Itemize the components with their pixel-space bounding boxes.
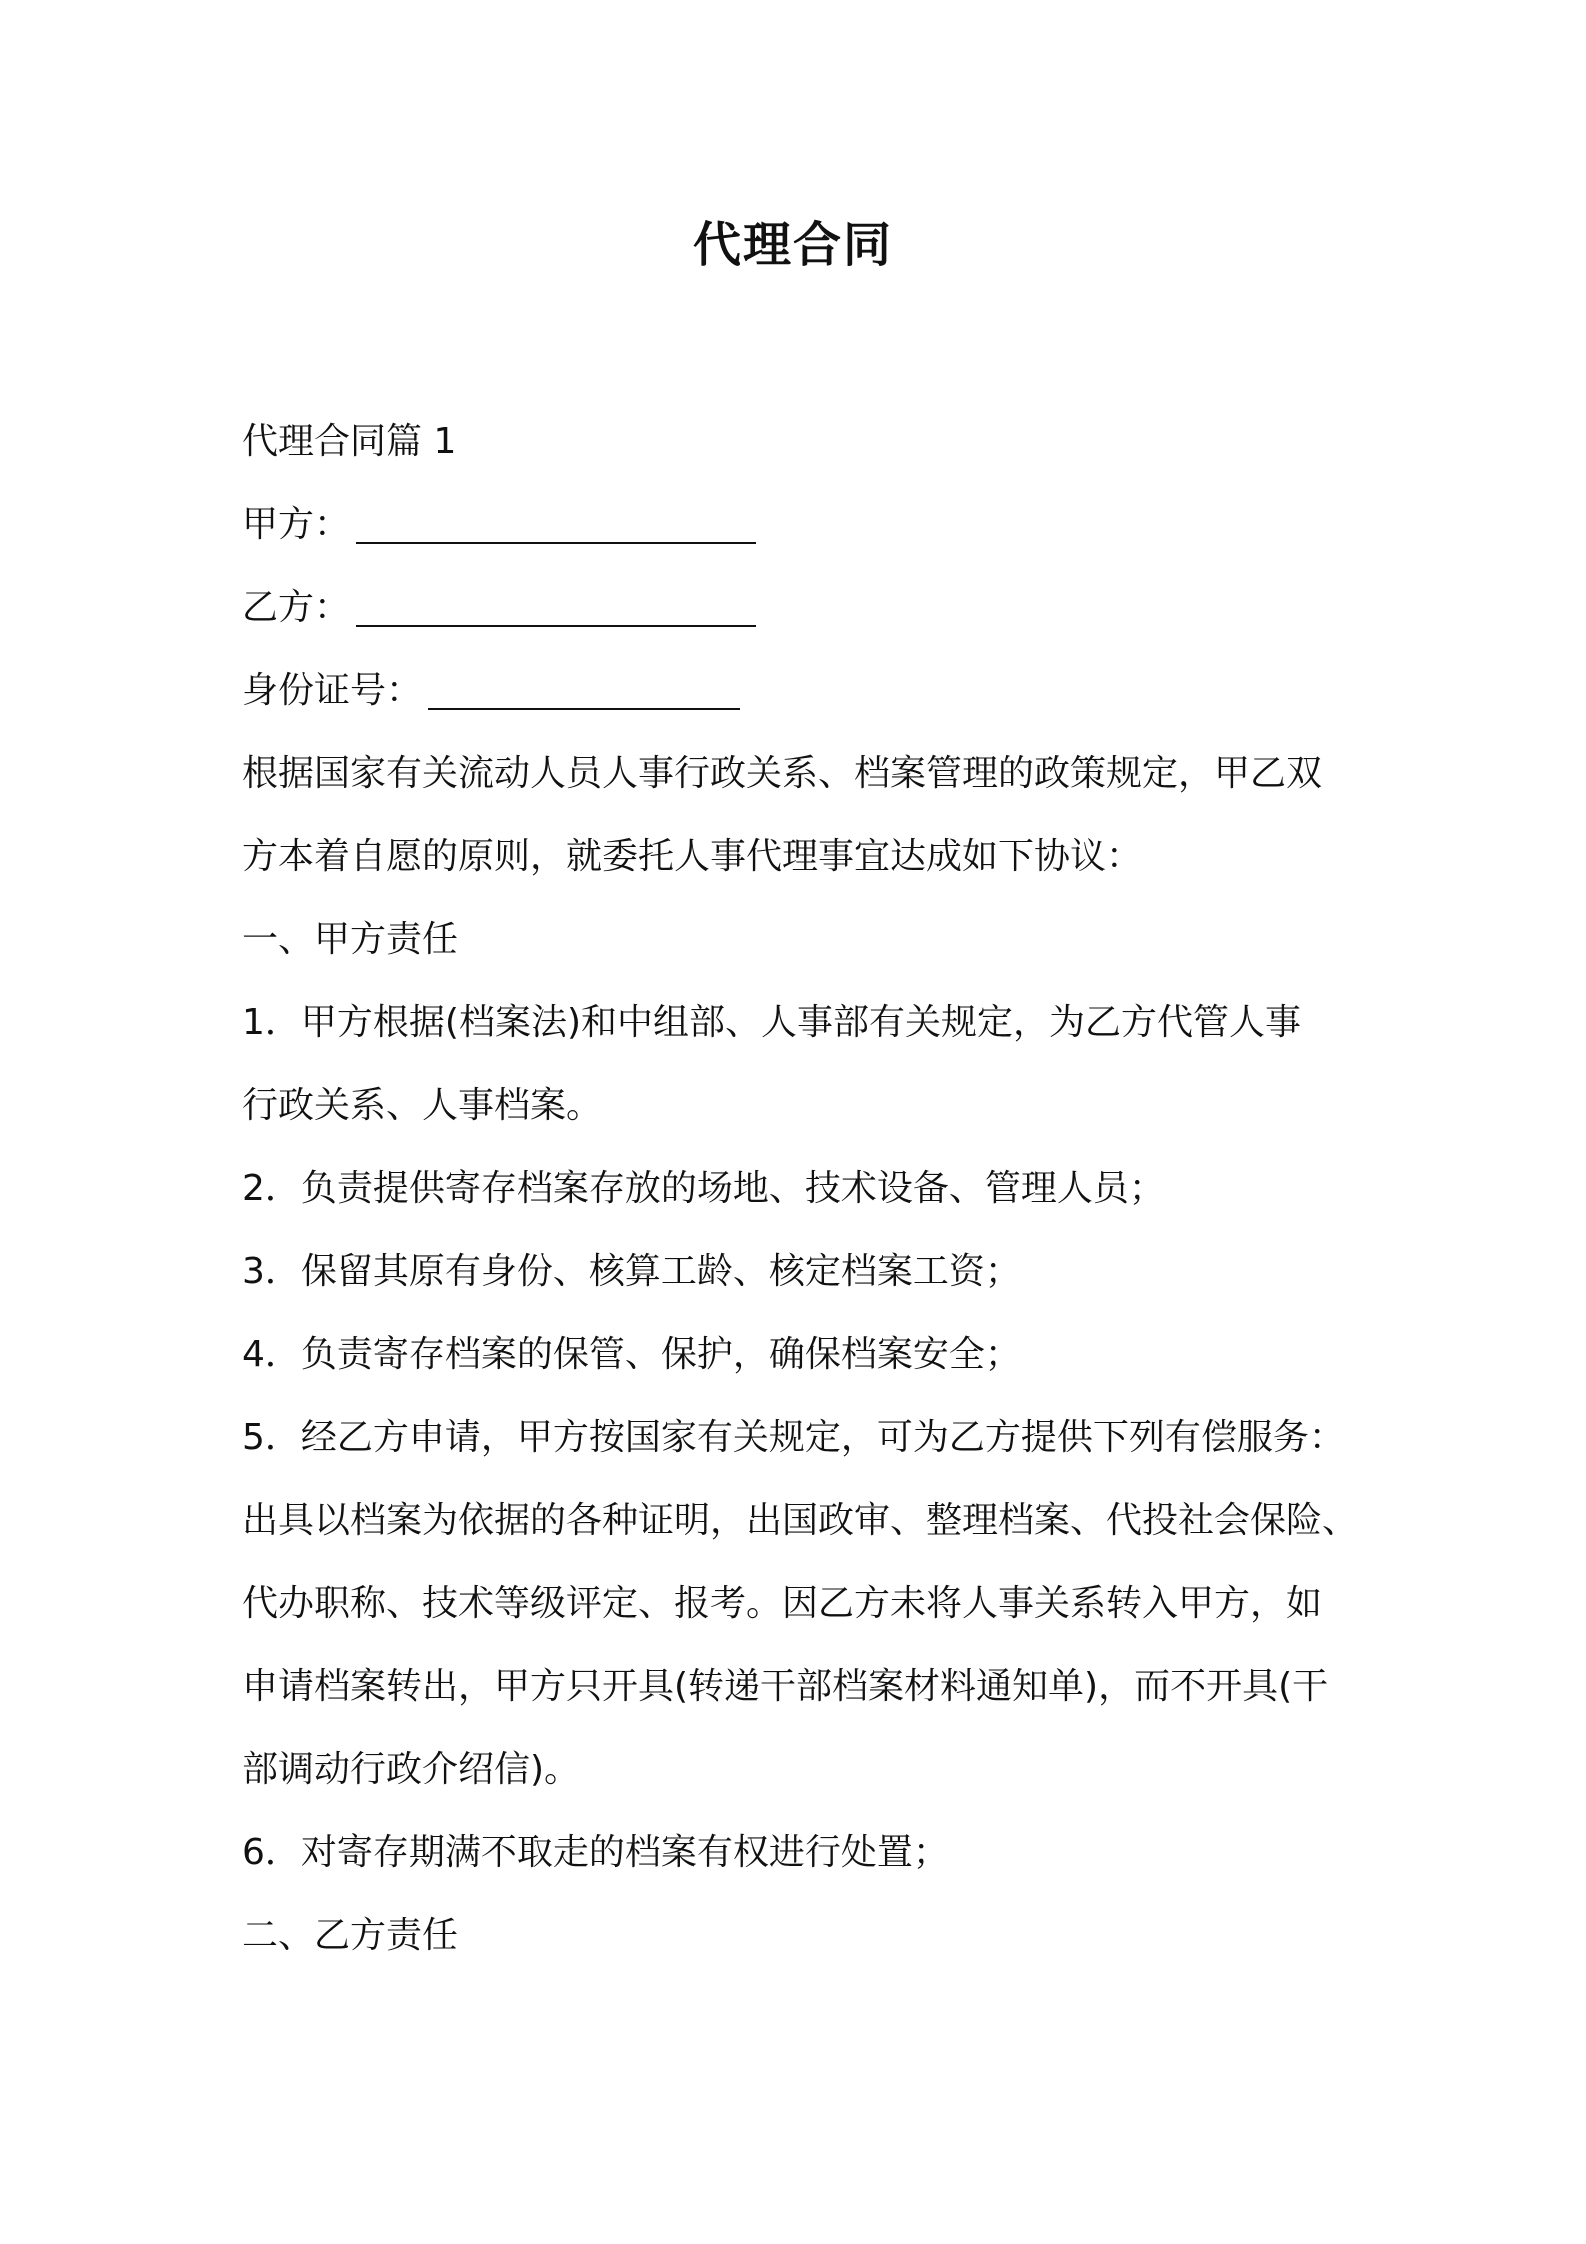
clause-heading: 二、乙方责任 [242, 1915, 459, 1956]
party-a-blank [356, 508, 756, 544]
party-b-line [242, 566, 1367, 649]
paragraph-line: 出具以档案为依据的各种证明，出国政审、整理档案、代投社会保险、 [242, 1500, 1359, 1541]
paragraph-line: 6．对寄存期满不取走的档案有权进行处置； [242, 1832, 949, 1873]
paragraph-line: 根据国家有关流动人员人事行政关系、档案管理的政策规定，甲乙双 [242, 753, 1323, 794]
paragraph-line: 行政关系、人事档案。 [242, 1085, 603, 1126]
clause-heading: 一、甲方责任 [242, 919, 459, 960]
id-number-label: 身份证号： [242, 670, 423, 711]
party-a-line [242, 483, 1367, 566]
id-number-line [242, 649, 1367, 732]
paragraph-line: 代办职称、技术等级评定、报考。因乙方未将人事关系转入甲方，如 [242, 1583, 1323, 1624]
document-title: 代理合同 [692, 217, 893, 273]
paragraph-line: 4．负责寄存档案的保管、保护，确保档案安全； [242, 1334, 1021, 1375]
document-body [242, 400, 1367, 1977]
paragraph-line: 1．甲方根据(档案法)和中组部、人事部有关规定，为乙方代管人事 [242, 1002, 1301, 1043]
paragraph-line: 2．负责提供寄存档案存放的场地、技术设备、管理人员； [242, 1168, 1165, 1209]
section-heading: 代理合同篇 1 [242, 421, 457, 462]
party-b-label: 乙方： [242, 587, 351, 628]
party-a-label: 甲方： [242, 504, 351, 545]
paragraph-line: 方本着自愿的原则，就委托人事代理事宜达成如下协议： [242, 836, 1143, 877]
paragraph-line: 3．保留其原有身份、核算工龄、核定档案工资； [242, 1251, 1021, 1292]
paragraph-line: 申请档案转出，甲方只开具(转递干部档案材料通知单)，而不开具(干 [242, 1666, 1329, 1707]
id-number-blank [428, 674, 740, 710]
paragraph-line: 部调动行政介绍信)。 [242, 1749, 581, 1790]
paragraph-line: 5．经乙方申请，甲方按国家有关规定，可为乙方提供下列有偿服务： [242, 1417, 1345, 1458]
party-b-blank [356, 591, 756, 627]
